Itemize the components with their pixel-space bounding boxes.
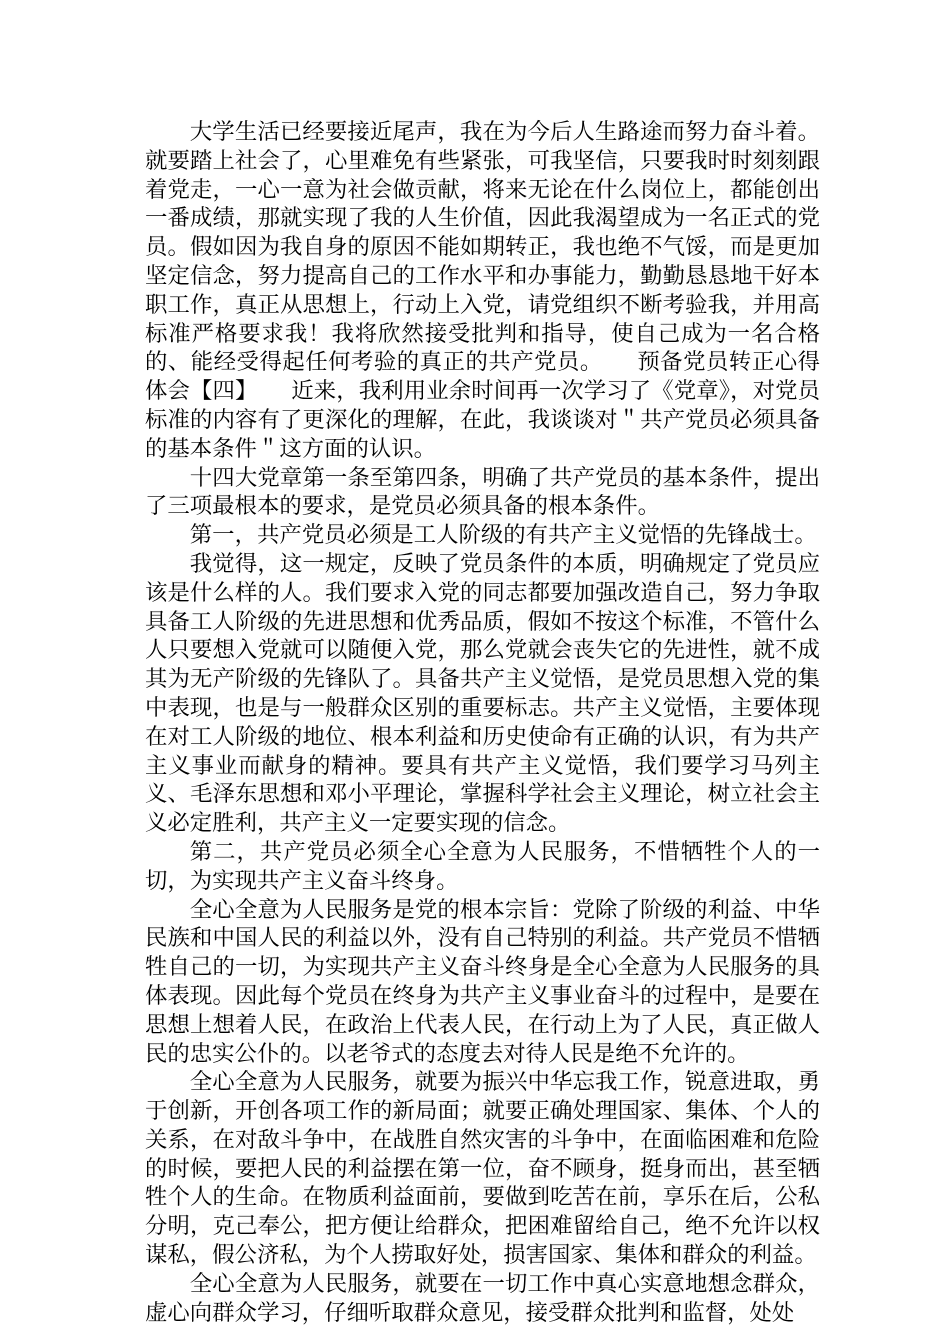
paragraph: 十四大党章第一条至第四条，明确了共产党员的基本条件，提出了三项最根本的要求，是党员必须具备的根本条件。 bbox=[145, 464, 820, 520]
paragraph: 第二，共产党员必须全心全意为人民服务，不惜牺牲个人的一切，为实现共产主义奋斗终身。 bbox=[145, 838, 820, 894]
paragraph: 大学生活已经要接近尾声，我在为今后人生路途而努力奋斗着。就要踏上社会了，心里难免有些紧张，可我坚信，只要我时时刻刻跟着党走，一心一意为社会做贡献，将来无论在什么岗位上，都能创出一番成绩，那就实现了我的人生价值，因此我渴望成为一名正式的党员。假如因为我自身的原因不能如期转正，我也绝不气馁，而是更加坚定信念，努力提高自己的工作水平和办事能力，勤勤恳恳地干好本职工作，真正从思想上，行动上入党，请党组织不断考验我，并用高标准严格要求我！我将欣然接受批判和指导，使自己成为一名合格的、能经受得起任何考验的真正的共产党员。 预备党员转正心得体会【四】 近来，我利用业余时间再一次学习了《党章》，对党员标准的内容有了更深化的理解，在此，我谈谈对＂共产党员必须具备的基本条件＂这方面的认识。 bbox=[145, 119, 820, 462]
paragraph: 第一，共产党员必须是工人阶级的有共产主义觉悟的先锋战士。 bbox=[189, 522, 817, 549]
paragraph: 全心全意为人民服务是党的根本宗旨：党除了阶级的利益、中华民族和中国人民的利益以外，没有自己特别的利益。共产党员不惜牺牲自己的一切，为实现共产主义奋斗终身是全心全意为人民服务的具体表现。因此每个党员在终身为共产主义事业奋斗的过程中，是要在思想上想着人民，在政治上代表人民，在行动上为了人民，真正做人民的忠实公仆的。以老爷式的态度去对待人民是绝不允许的。 bbox=[145, 896, 820, 1067]
paragraph: 我觉得，这一规定，反映了党员条件的本质，明确规定了党员应该是什么样的人。我们要求入党的同志都要加强改造自己，努力争取具备工人阶级的先进思想和优秀品质，假如不按这个标准，不管什么人只要想入党就可以随便入党，那么党就会丧失它的先进性，就不成其为无产阶级的先锋队了。具备共产主义觉悟，是党员思想入党的集中表现，也是与一般群众区别的重要标志。共产主义觉悟，主要体现在对工人阶级的地位、根本利益和历史使命有正确的认识，有为共产主义事业而献身的精神。要具有共产主义觉悟，我们要学习马列主义、毛泽东思想和邓小平理论，掌握科学社会主义理论，树立社会主义必定胜利，共产主义一定要实现的信念。 bbox=[145, 550, 820, 837]
paragraph: 全心全意为人民服务，就要为振兴中华忘我工作，锐意进取，勇于创新，开创各项工作的新局面；就要正确处理国家、集体、个人的关系，在对敌斗争中，在战胜自然灾害的斗争中，在面临困难和危险的时候，要把人民的利益摆在第一位，奋不顾身，挺身而出，甚至牺牲个人的生命。在物质利益面前，要做到吃苦在前，享乐在后，公私分明，克己奉公，把方便让给群众，把困难留给自己，绝不允许以权谋私，假公济私，为个人捞取好处，损害国家、集体和群众的利益。 bbox=[145, 1069, 820, 1269]
paragraph: 全心全意为人民服务，就要在一切工作中真心实意地想念群众，虚心向群众学习，仔细听取群众意见，接受群众批判和监督，处处 bbox=[145, 1270, 820, 1326]
document-body bbox=[145, 118, 820, 1327]
